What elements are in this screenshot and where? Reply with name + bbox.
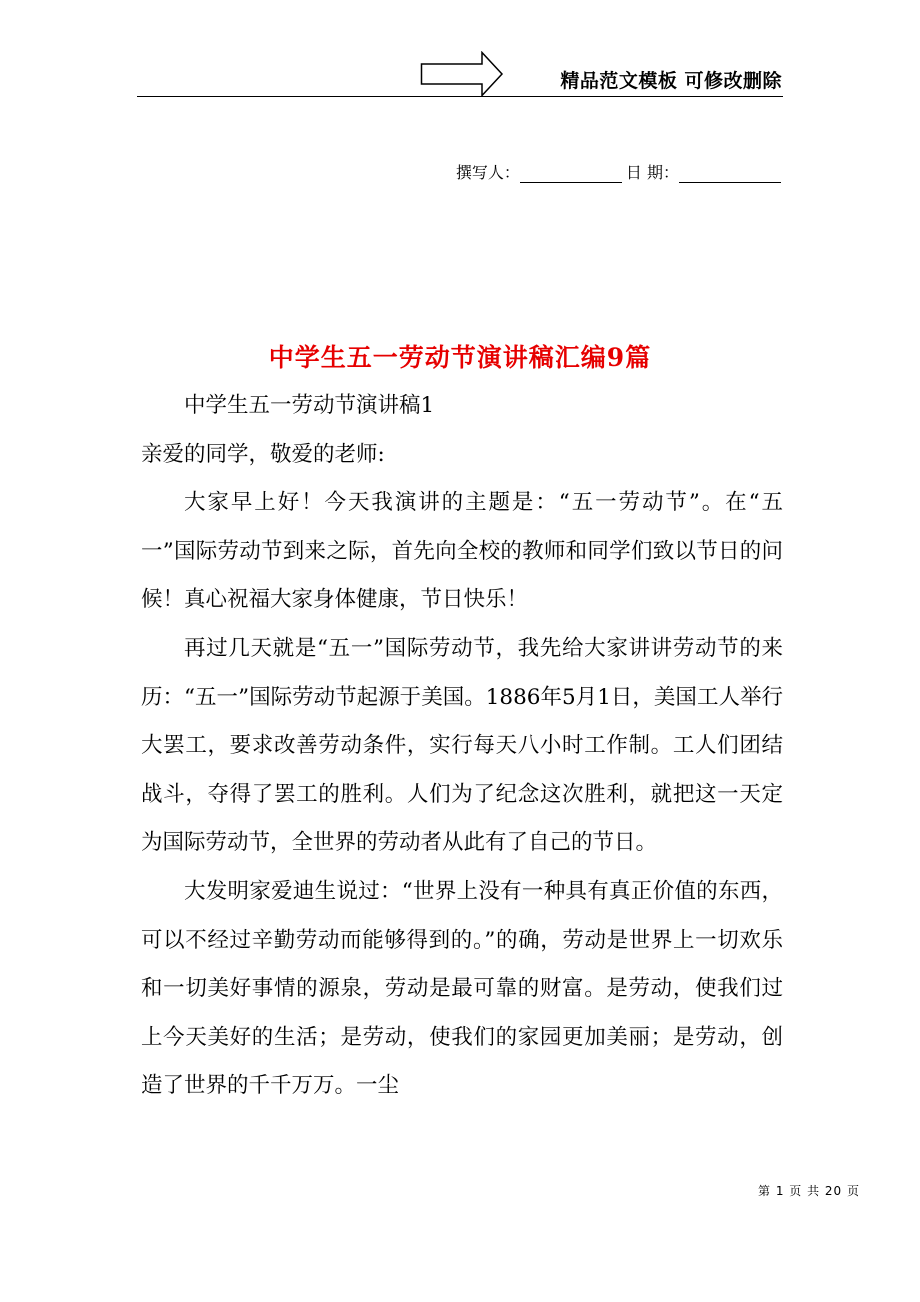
document-body: [141, 382, 783, 1111]
date-blank-field: [679, 164, 781, 183]
document-title: 中学生五一劳动节演讲稿汇编9篇: [268, 343, 652, 372]
paragraph: 大发明家爱迪生说过：“世界上没有一种具有真正价值的东西，可以不经过辛勤劳动而能够得到的。”的确，劳动是世界上一切欢乐和一切美好事情的源泉，劳动是最可靠的财富。是劳动，使我们过上今天美好的生活；是劳动，使我们的家园更加美丽；是劳动，创造了世界的千千万万。一尘: [141, 878, 783, 1099]
author-date-line: [456, 160, 781, 183]
header-divider: [137, 96, 783, 97]
page-number: 第 1 页 共 20 页: [758, 1184, 860, 1198]
paragraph: 大家早上好！今天我演讲的主题是：“五一劳动节”。在“五一”国际劳动节到来之际，首先向全校的教师和同学们致以节日的问候！真心祝福大家身体健康，节日快乐！: [141, 490, 783, 613]
section-subtitle: 中学生五一劳动节演讲稿1: [184, 393, 435, 418]
salutation: 亲爱的同学，敬爱的老师:: [141, 441, 385, 467]
header-label: 精品范文模板 可修改删除: [560, 70, 782, 92]
date-label: 日 期：: [625, 163, 679, 182]
arrow-icon: [420, 51, 504, 97]
author-blank-field: [520, 164, 622, 183]
paragraph: 再过几天就是“五一”国际劳动节，我先给大家讲讲劳动节的来历：“五一”国际劳动节起源于美国。1886年5月1日，美国工人举行大罢工，要求改善劳动条件，实行每天八小时工作制。工人们团结战斗，夺得了罢工的胜利。人们为了纪念这次胜利，就把这一天定为国际劳动节，全世界的劳动者从此有了自己的节日。: [141, 635, 783, 856]
author-label: 撰写人：: [455, 163, 520, 182]
